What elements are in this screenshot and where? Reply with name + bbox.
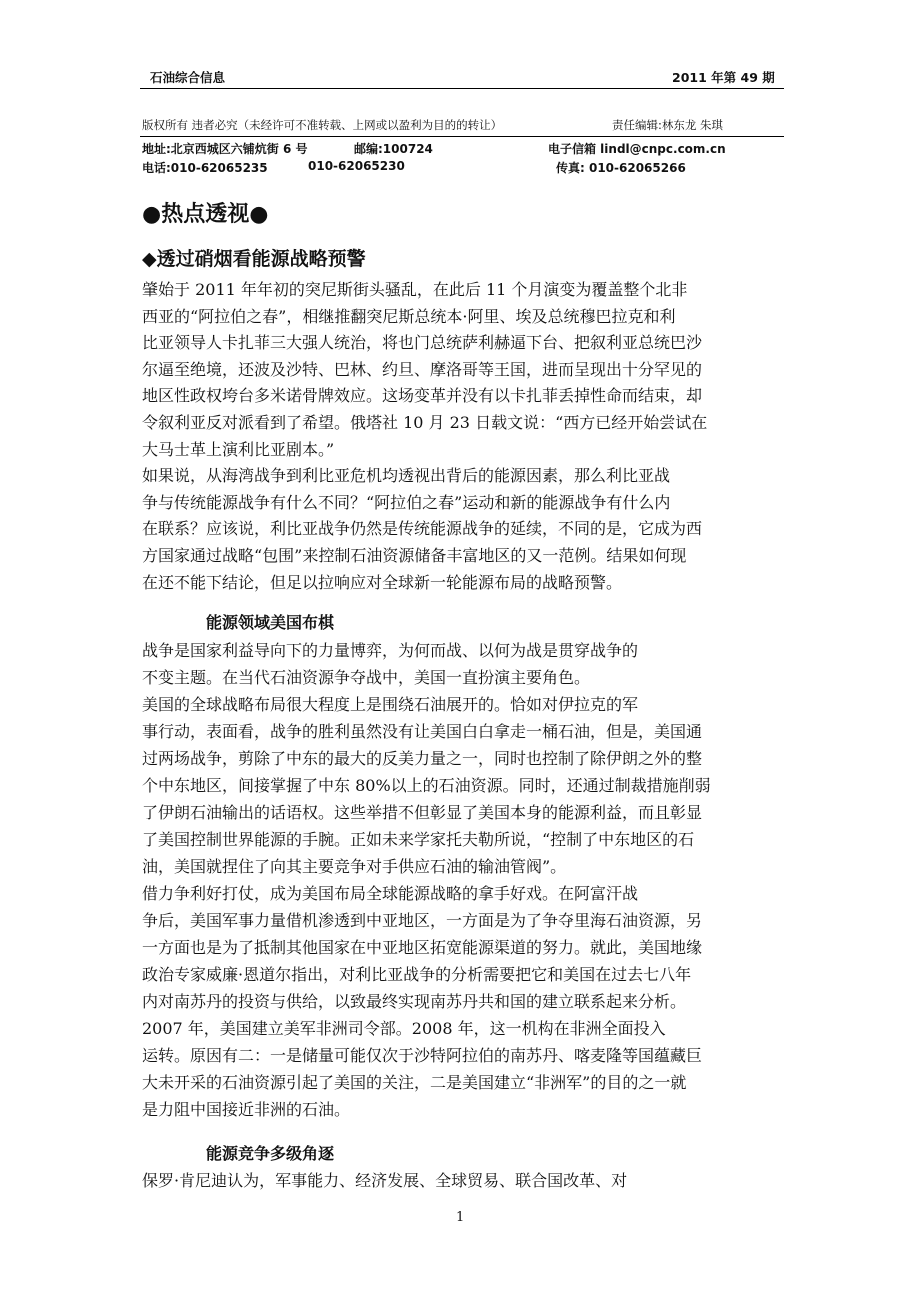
paragraph-line: 不变主题。在当代石油资源争夺战中，美国一直扮演主要角色。	[142, 668, 591, 687]
paragraph-line: 方国家通过战略“包围”来控制石油资源储备丰富地区的又一范例。结果如何现	[142, 546, 687, 565]
email: 电子信箱 lindl@cnpc.com.cn	[548, 142, 726, 156]
paragraph-line: 尔逼至绝境，还波及沙特、巴林、约旦、摩洛哥等王国，进而呈现出十分罕见的	[142, 359, 703, 379]
paragraph-line: 2007 年，美国建立美军非洲司令部。2008 年，这一机构在非洲全面投入	[142, 1019, 666, 1038]
paragraph-line: 是力阻中国接近非洲的石油。	[142, 1100, 351, 1119]
paragraph-line: 油，美国就捏住了向其主要竞争对手供应石油的输油管阀”。	[142, 857, 567, 876]
publication-name: 石油综合信息	[150, 70, 226, 85]
phone-2: 010-62065230	[308, 159, 405, 173]
paragraph-line: 在联系？应该说，利比亚战争仍然是传统能源战争的延续，不同的是，它成为西	[142, 519, 703, 539]
paragraph-line: 争与传统能源战争有什么不同？“阿拉伯之春”运动和新的能源战争有什么内	[142, 492, 671, 512]
paragraph-line: 如果说，从海湾战争到利比亚危机均透视出背后的能源因素，那么利比亚战	[142, 466, 671, 486]
paragraph-line: 战争是国家利益导向下的力量博弈，为何而战、以何为战是贯穿战争的	[142, 641, 639, 660]
paragraph-line: 地区性政权垮台多米诺骨牌效应。这场变革并没有以卡扎菲丢掉性命而结束，却	[142, 386, 703, 406]
issue-number: 2011 年第 49 期	[672, 70, 775, 85]
paragraph-line: 运转。原因有二：一是储量可能仅次于沙特阿拉伯的南苏丹、喀麦隆等国蕴藏巨	[142, 1046, 703, 1065]
page-number: 1	[456, 1210, 465, 1225]
paragraph-line: 政治专家威廉·恩道尔指出，对利比亚战争的分析需要把它和美国在过去七八年	[142, 965, 692, 984]
paragraph-line: 过两场战争，剪除了中东的最大的反美力量之一，同时也控制了除伊朗之外的整	[142, 749, 703, 768]
editors: 责任编辑:林东龙 朱琪	[612, 118, 724, 132]
info-rule	[140, 136, 784, 137]
paragraph-line: 保罗·肯尼迪认为，军事能力、经济发展、全球贸易、联合国改革、对	[142, 1171, 628, 1190]
section-title: ●热点透视●	[142, 202, 269, 227]
postcode: 邮编:100724	[354, 142, 433, 156]
paragraph-line: 一方面也是为了抵制其他国家在中亚地区拓宽能源渠道的努力。就此，美国地缘	[142, 938, 703, 957]
paragraph-line: 令叙利亚反对派看到了希望。俄塔社 10 月 23 日载文说：“西方已经开始尝试在	[142, 413, 708, 432]
subheading-us-strategy: 能源领域美国布棋	[206, 613, 335, 632]
paragraph-line: 肇始于 2011 年年初的突尼斯街头骚乱，在此后 11 个月演变为覆盖整个北非	[142, 280, 688, 299]
paragraph-line: 个中东地区，间接掌握了中东 80%以上的石油资源。同时，还通过制裁措施削弱	[142, 776, 711, 795]
copyright-notice: 版权所有 违者必究（未经许可不准转载、上网或以盈利为目的的转让）	[142, 118, 503, 132]
paragraph-line: 西亚的“阿拉伯之春”，相继推翻突尼斯总统本·阿里、埃及总统穆巴拉克和利	[142, 306, 676, 326]
paragraph-line: 美国的全球战略布局很大程度上是围绕石油展开的。恰如对伊拉克的军	[142, 695, 639, 714]
header-rule	[140, 88, 784, 89]
paragraph-line: 了伊朗石油输出的话语权。这些举措不但彰显了美国本身的能源利益，而且彰显	[142, 803, 703, 822]
paragraph-line: 了美国控制世界能源的手腕。正如未来学家托夫勒所说，“控制了中东地区的石	[142, 830, 695, 849]
fax: 传真: 010-62065266	[556, 161, 686, 175]
paragraph-line: 借力争利好打仗，成为美国布局全球能源战略的拿手好戏。在阿富汗战	[142, 884, 639, 903]
paragraph-line: 大马士革上演利比亚剧本。”	[142, 439, 335, 459]
phone-1: 电话:010-62065235	[142, 161, 268, 175]
paragraph-line: 事行动，表面看，战争的胜利虽然没有让美国白白拿走一桶石油，但是，美国通	[142, 722, 703, 741]
paragraph-line: 比亚领导人卡扎菲三大强人统治，将也门总统萨利赫逼下台、把叙利亚总统巴沙	[142, 333, 703, 353]
paragraph-line: 内对南苏丹的投资与供给，以致最终实现南苏丹共和国的建立联系起来分析。	[142, 992, 687, 1011]
paragraph-line: 在还不能下结论，但足以拉响应对全球新一轮能源布局的战略预警。	[142, 572, 623, 592]
article-title: ◆透过硝烟看能源战略预警	[142, 248, 366, 270]
address: 地址:北京西城区六铺炕街 6 号	[142, 142, 308, 156]
paragraph-line: 争后，美国军事力量借机渗透到中亚地区，一方面是为了争夺里海石油资源，另	[142, 911, 703, 930]
paragraph-line: 大未开采的石油资源引起了美国的关注，二是美国建立“非洲军”的目的之一就	[142, 1073, 687, 1092]
subheading-competition: 能源竞争多级角逐	[206, 1144, 335, 1163]
